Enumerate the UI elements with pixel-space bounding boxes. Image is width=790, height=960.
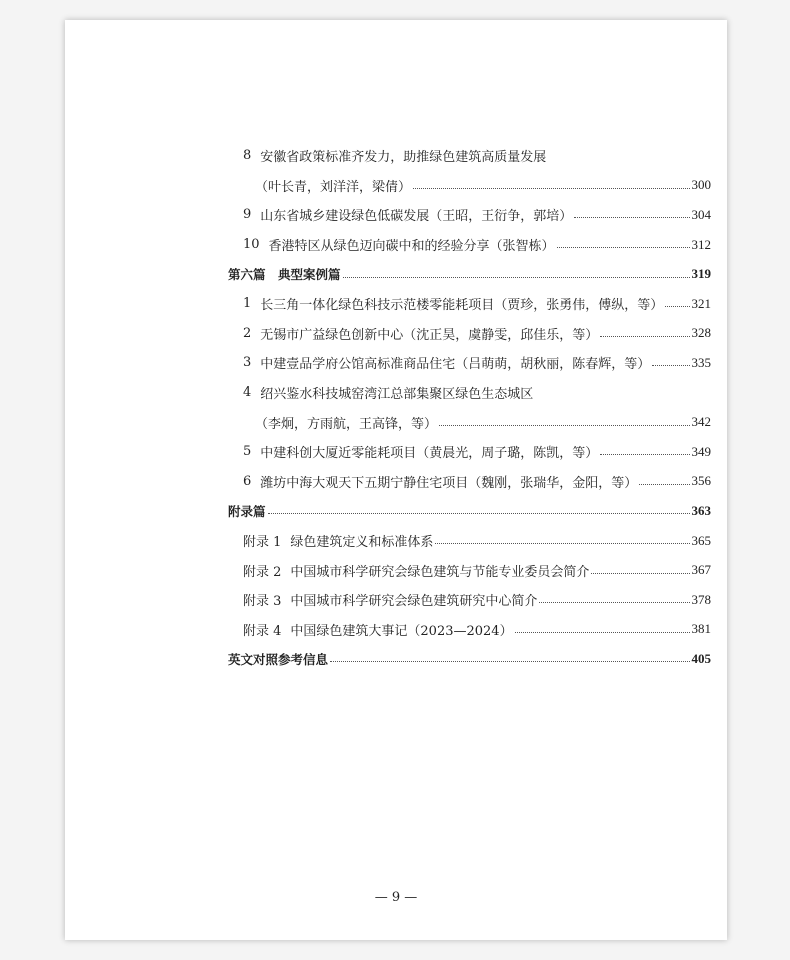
entry-page: 312	[691, 236, 711, 252]
entry-number: 10	[243, 237, 260, 253]
entry-title: 附录篇	[228, 503, 266, 519]
entry-title: （李炯，方雨航，王高锋，等）	[255, 416, 438, 432]
entry-number: 附录 4	[243, 623, 282, 639]
dot-leader	[439, 425, 689, 426]
entry-number: 附录 2	[243, 564, 282, 580]
entry-number: 附录 3	[243, 594, 282, 610]
entry-title: 中建壹品学府公馆高标准商品住宅（吕萌萌，胡秋丽，陈春辉，等）	[260, 357, 651, 373]
entry-number: 1	[243, 296, 252, 312]
document-page	[65, 20, 727, 940]
toc-entry	[228, 378, 711, 408]
dot-leader	[665, 306, 689, 307]
toc-entry	[228, 437, 711, 467]
entry-number: 3	[243, 355, 252, 371]
entry-number: 8	[243, 148, 252, 164]
dot-leader	[639, 484, 689, 485]
dot-leader	[600, 336, 689, 337]
dot-leader	[600, 454, 689, 455]
dot-leader	[539, 602, 689, 603]
entry-page: 378	[691, 591, 711, 607]
entry-title: 中国城市科学研究会绿色建筑与节能专业委员会简介	[290, 564, 590, 580]
entry-page: 319	[691, 266, 711, 282]
entry-number: 9	[243, 207, 252, 223]
entry-number: 5	[243, 444, 252, 460]
entry-page: 300	[691, 177, 711, 193]
toc-section	[228, 496, 711, 526]
dot-leader	[574, 217, 689, 218]
toc-entry	[228, 319, 711, 349]
entry-title: 绿色建筑定义和标准体系	[290, 535, 434, 551]
entry-title: 长三角一体化绿色科技示范楼零能耗项目（贾珍，张勇伟，傅纵，等）	[260, 298, 664, 314]
entry-page: 405	[691, 650, 711, 666]
table-of-contents	[228, 141, 711, 674]
entry-title: （叶长青，刘洋洋，梁倩）	[255, 179, 412, 195]
toc-section	[228, 259, 711, 289]
toc-entry	[228, 585, 711, 615]
entry-title: 英文对照参考信息	[228, 651, 329, 667]
dot-leader	[330, 661, 689, 662]
toc-entry	[228, 141, 711, 171]
entry-page: 367	[691, 562, 711, 578]
entry-number: 6	[243, 473, 252, 489]
entry-page: 342	[691, 414, 711, 430]
toc-section	[228, 644, 711, 674]
entry-page: 349	[691, 443, 711, 459]
dot-leader	[435, 543, 689, 544]
entry-title: 中国城市科学研究会绿色建筑研究中心简介	[290, 594, 538, 610]
toc-entry	[228, 467, 711, 497]
entry-page: 356	[691, 473, 711, 489]
toc-entry	[228, 171, 711, 201]
toc-entry	[228, 555, 711, 585]
entry-title: 山东省城乡建设绿色低碳发展（王昭，王衍争，郭培）	[260, 209, 573, 225]
entry-page: 381	[691, 621, 711, 637]
entry-title: 中国绿色建筑大事记（2023—2024）	[290, 623, 513, 639]
toc-entry	[228, 407, 711, 437]
dot-leader	[591, 573, 689, 574]
entry-page: 363	[691, 502, 711, 518]
entry-title: 香港特区从绿色迈向碳中和的经验分享（张智栋）	[268, 239, 555, 255]
entry-page: 321	[691, 295, 711, 311]
toc-entry	[228, 526, 711, 556]
entry-number: 2	[243, 325, 252, 341]
entry-title: 安徽省政策标准齐发力，助推绿色建筑高质量发展	[260, 150, 547, 166]
entry-title: 无锡市广益绿色创新中心（沈正昊，虞静雯，邱佳乐，等）	[260, 327, 599, 343]
dot-leader	[268, 513, 690, 514]
entry-number: 附录 1	[243, 535, 282, 551]
entry-number: 4	[243, 385, 252, 401]
page-number: — 9 —	[374, 890, 418, 905]
toc-entry	[228, 615, 711, 645]
entry-page: 365	[691, 532, 711, 548]
entry-page: 335	[691, 354, 711, 370]
dot-leader	[557, 247, 690, 248]
dot-leader	[515, 632, 690, 633]
toc-entry	[228, 289, 711, 319]
entry-title: 绍兴鉴水科技城窑湾江总部集聚区绿色生态城区	[260, 387, 534, 403]
entry-title: 潍坊中海大观天下五期宁静住宅项目（魏刚，张瑞华，金阳，等）	[260, 475, 638, 491]
entry-title: 中建科创大厦近零能耗项目（黄晨光，周子璐，陈凯，等）	[260, 446, 599, 462]
toc-entry	[228, 348, 711, 378]
dot-leader	[652, 365, 689, 366]
entry-title: 第六篇 典型案例篇	[228, 267, 341, 283]
entry-page: 304	[691, 206, 711, 222]
entry-page: 328	[691, 325, 711, 341]
toc-entry	[228, 230, 711, 260]
dot-leader	[413, 188, 689, 189]
toc-entry	[228, 200, 711, 230]
dot-leader	[343, 277, 690, 278]
